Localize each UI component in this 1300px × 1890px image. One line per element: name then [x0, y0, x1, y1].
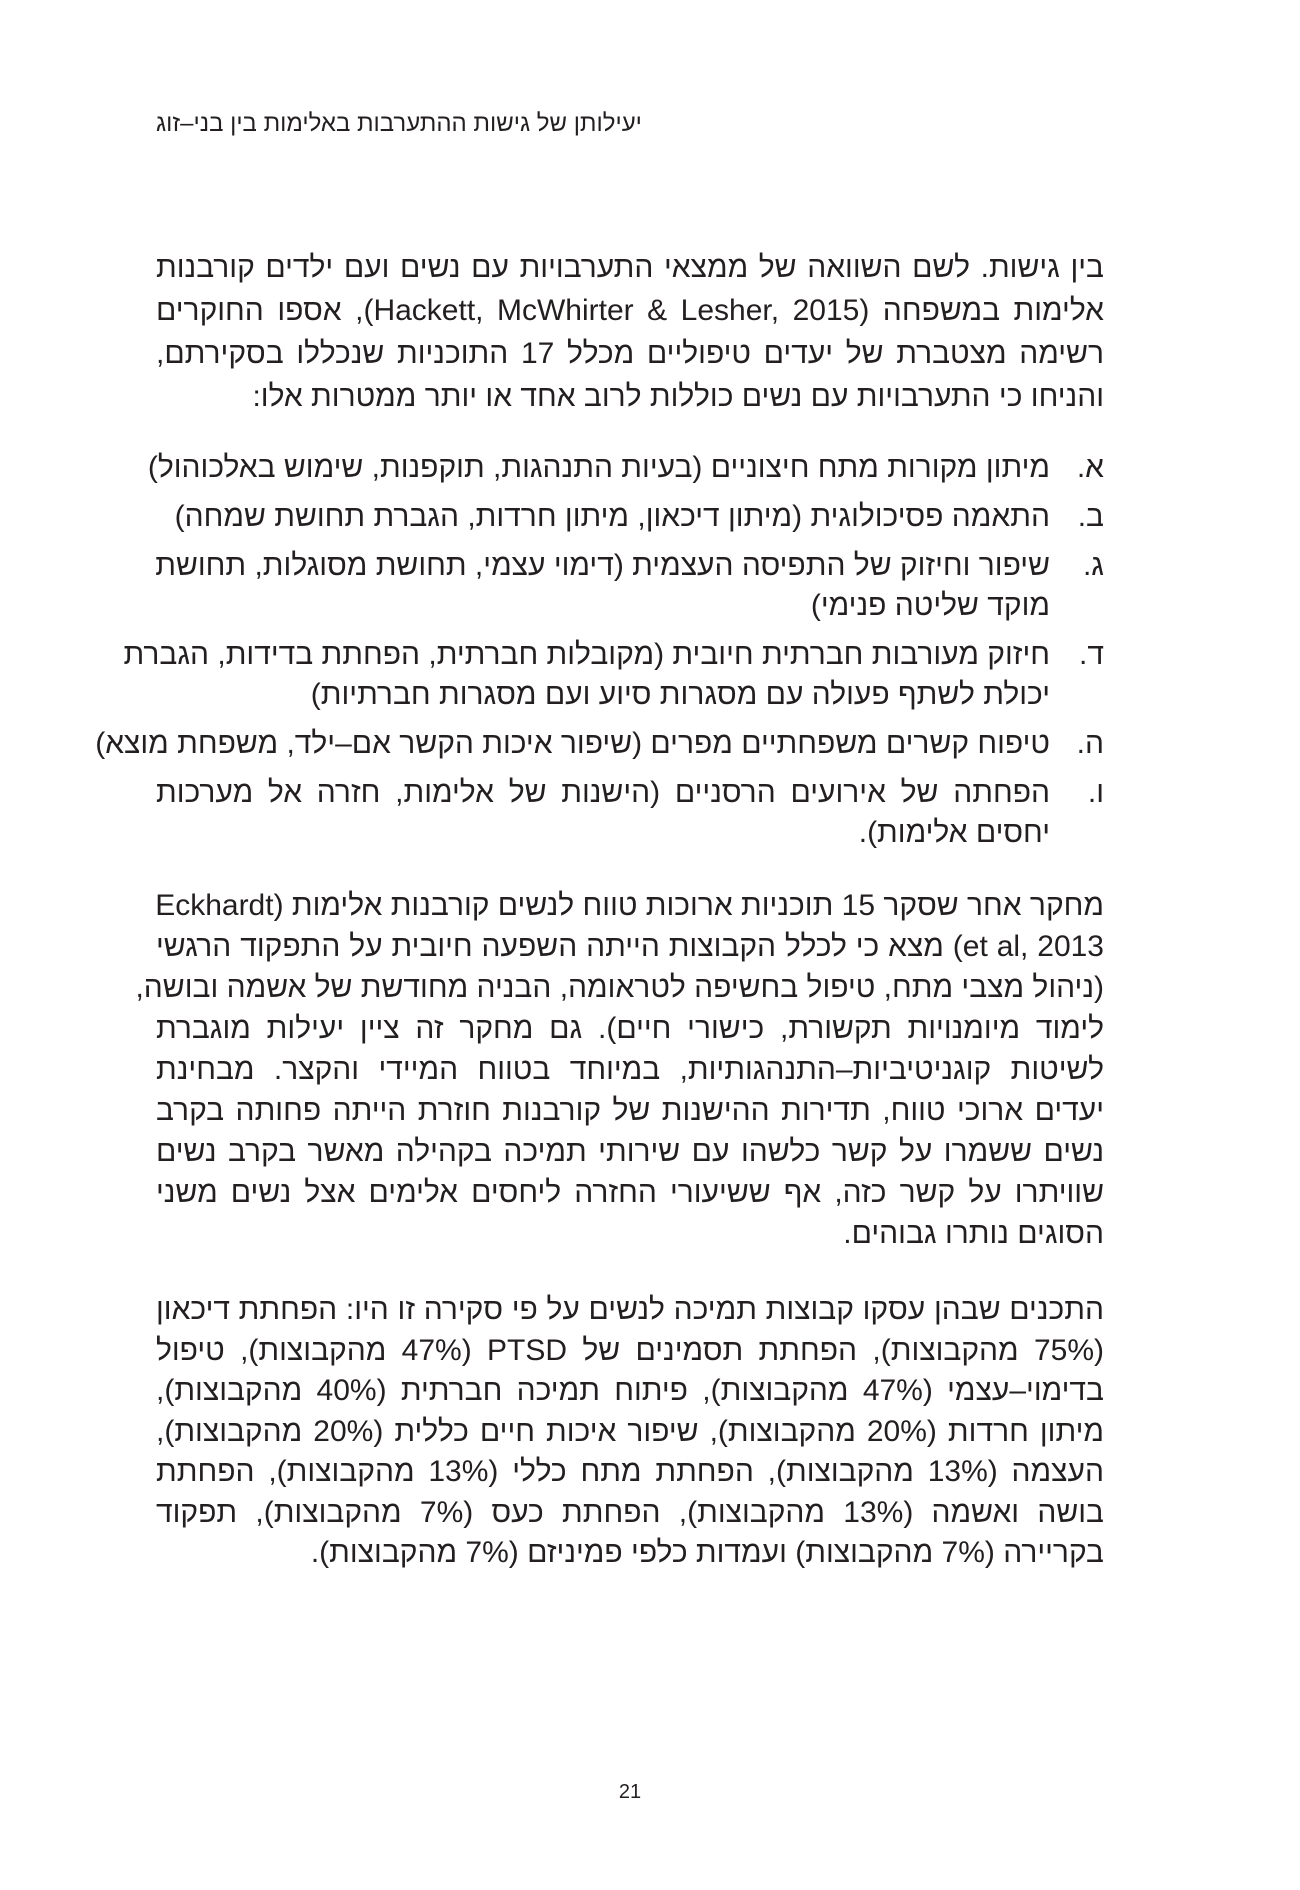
list-item-line: טיפוח קשרים משפחתיים מפרים (שיפור איכות הקשר אם–ילד, משפחת מוצא)	[95, 727, 1050, 760]
paragraph-2	[135, 885, 1104, 1254]
list-item-line: הפחתה של אירועים הרסניים (הישנות של אלימות, חזרה אל מערכות	[156, 776, 1050, 809]
list-marker: ו.	[1087, 776, 1104, 809]
paragraph-line: מחקר אחר שסקר 15 תוכניות ארוכות טווח לנשים קורבנות אלימות (Eckhardt	[155, 889, 1104, 922]
paragraph-line: רשימה מצטברת של יעדים טיפוליים מכלל 17 התוכניות שנכללו בסקירתם,	[156, 337, 1105, 370]
list-marker: ב.	[1077, 500, 1104, 533]
list-item-text	[156, 497, 1050, 537]
list-item	[123, 635, 1104, 715]
paragraph-3	[156, 1290, 1104, 1574]
paragraph-line: לשיטות קוגניטיביות–התנהגותיות, במיוחד בטווח המיידי והקצר. מבחינת	[156, 1053, 1104, 1086]
paragraph-line: נשים ששמרו על קשר כלשהו עם שירותי תמיכה בקהילה מאשר בקרב נשים	[156, 1135, 1104, 1168]
paragraph-line: הסוגים נותרו גבוהים.	[843, 1217, 1104, 1250]
list-marker: ה.	[1076, 727, 1104, 760]
page-number: 21	[618, 1781, 642, 1803]
paragraph-line: בושה ואשמה (13% מהקבוצות), הפחתת כעס (7% מהקבוצות), תפקוד	[156, 1495, 1104, 1529]
paragraph-line: בקריירה (7% מהקבוצות) ועמדות כלפי פמיניזם (7% מהקבוצות).	[310, 1536, 1104, 1569]
list-marker: ג.	[1082, 549, 1104, 582]
list-marker: א.	[1076, 451, 1104, 484]
paragraph-line: בדימוי–עצמי (47% מהקבוצות), פיתוח תמיכה חברתית (40% מהקבוצות),	[156, 1374, 1104, 1407]
paragraph-line: יעדים ארוכי טווח, תדירות ההישנות של קורבנות חוזרת הייתה פחותה בקרב	[156, 1094, 1104, 1127]
paragraph-line: התכנים שבהן עסקו קבוצות תמיכה לנשים על פי סקירה זו היו: הפחתת דיכאון	[156, 1293, 1104, 1326]
list-item-text	[123, 635, 1050, 715]
paragraph-line: בין גישות. לשם השוואה של ממצאי התערבויות עם נשים ועם ילדים קורבנות	[156, 251, 1104, 284]
running-header: יעילותן של גישות ההתערבות באלימות בין בני–זוג	[156, 110, 642, 137]
list-item-line: מוקד שליטה פנימי)	[810, 589, 1050, 622]
list-item	[156, 773, 1104, 853]
list-item	[156, 546, 1104, 626]
list-item-text	[156, 546, 1050, 626]
paragraph-1	[156, 246, 1104, 418]
paragraph-line: (75% מהקבוצות), הפחתת תסמינים של PTSD (47% מהקבוצות), טיפול	[156, 1333, 1105, 1367]
list-item-line: יכולת לשתף פעולה עם מסגרות סיוע ועם מסגרות חברתיות)	[310, 678, 1050, 711]
list-item	[95, 724, 1104, 764]
paragraph-line: (ניהול מצבי מתח, טיפול בחשיפה לטראומה, הבניה מחודשת של אשמה ובושה,	[135, 971, 1104, 1004]
paragraph-line: והניחו כי התערבויות עם נשים כוללות לרוב אחד או יותר ממטרות אלו:	[252, 380, 1104, 413]
list-item-line: חיזוק מעורבות חברתית חיובית (מקובלות חברתית, הפחתת בדידות, הגברת	[123, 638, 1050, 671]
paragraph-line: העצמה (13% מהקבוצות), הפחתת מתח כללי (13% מהקבוצות), הפחתת	[156, 1455, 1104, 1488]
paragraph-line: אלימות במשפחה (Hackett, McWhirter & Lesher, 2015), אספו החוקרים	[156, 294, 1104, 327]
list-marker: ד.	[1079, 638, 1104, 671]
paragraph-line: et al, 2013) מצא כי לכלל הקבוצות הייתה השפעה חיובית על התפקוד הרגשי	[156, 930, 1104, 963]
paragraph-line: לימוד מיומנויות תקשורת, כישורי חיים). גם מחקר זה ציין יעילות מוגברת	[156, 1012, 1104, 1045]
list-item	[147, 448, 1104, 488]
list-item-text	[147, 448, 1050, 488]
paragraph-line: שוויתרו על קשר כזה, אף ששיעורי החזרה ליחסים אלימים אצל נשים משני	[156, 1176, 1104, 1209]
list-item-line: התאמה פסיכולוגית (מיתון דיכאון, מיתון חרדות, הגברת תחושת שמחה)	[174, 500, 1050, 533]
list-item-line: שיפור וחיזוק של התפיסה העצמית (דימוי עצמי, תחושת מסוגלות, תחושת	[155, 549, 1050, 582]
list-item-text	[95, 724, 1050, 764]
list-item-line: יחסים אלימות).	[858, 816, 1050, 849]
list-item-line: מיתון מקורות מתח חיצוניים (בעיות התנהגות, תוקפנות, שימוש באלכוהול)	[147, 451, 1050, 484]
list-item	[156, 497, 1104, 537]
goals-list	[95, 448, 1104, 862]
paragraph-line: מיתון חרדות (20% מהקבוצות), שיפור איכות חיים כללית (20% מהקבוצות),	[156, 1414, 1104, 1448]
list-item-text	[156, 773, 1050, 853]
